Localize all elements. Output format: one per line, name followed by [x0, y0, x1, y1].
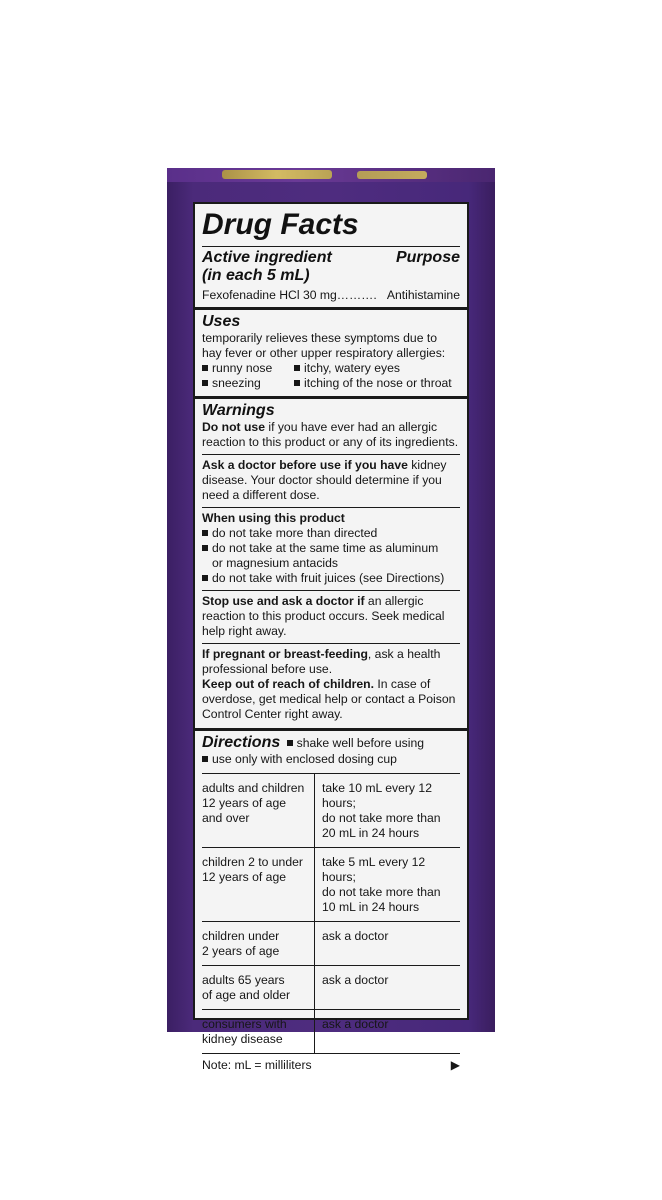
dose-line: 10 mL in 24 hours: [322, 900, 420, 914]
ingredient-line: Fexofenadine HCl 30 mg……….: [202, 288, 377, 302]
age-group-line: adults and children: [202, 781, 305, 795]
dose-line: 20 mL in 24 hours: [322, 826, 420, 840]
dose-line: take 10 mL every 12 hours;: [322, 781, 432, 810]
dose-line: do not take more than: [322, 885, 441, 899]
directions-head: [202, 734, 460, 752]
directions-section: [195, 731, 467, 1073]
uses-item: itchy, watery eyes: [294, 361, 400, 376]
stop-use-line2: reaction to this product occurs. Seek medical: [202, 609, 445, 623]
stop-use-line3: help right away.: [202, 624, 287, 638]
table-row: [202, 774, 460, 848]
stop-use: Stop use and ask a doctor if an allergic: [202, 594, 424, 608]
age-group-cell: [202, 1010, 315, 1054]
age-group-line: of age and older: [202, 988, 291, 1002]
dose-cell: [315, 1010, 461, 1054]
dose-cell: [315, 966, 461, 1010]
when-using-item-cont: or magnesium antacids: [212, 556, 338, 570]
when-using-item: do not take with fruit juices (see Directions): [202, 571, 460, 586]
age-group-line: kidney disease: [202, 1032, 283, 1046]
keep-out-line2: overdose, get medical help or contact a Poison: [202, 692, 456, 706]
age-group-line: and over: [202, 811, 250, 825]
dose-line: ask a doctor: [322, 973, 389, 987]
dose-cell: [315, 774, 461, 848]
purpose-label: Purpose: [395, 249, 460, 266]
when-using-title: When using this product: [202, 511, 345, 525]
table-row: [202, 922, 460, 966]
uses-item: sneezing: [202, 376, 294, 391]
brand-logo-fragment: [222, 170, 332, 179]
active-ingredient-label: Active ingredient: [202, 249, 332, 266]
age-group-cell: [202, 774, 315, 848]
dose-line: take 5 mL every 12 hours;: [322, 855, 426, 884]
note: Note: mL = milliliters: [202, 1058, 312, 1072]
uses-intro-2: hay fever or other upper respiratory allergies:: [202, 346, 446, 360]
directions-title: Directions: [202, 734, 281, 751]
product-box: [167, 168, 495, 1072]
warnings-section: [195, 399, 467, 731]
age-group-cell: [202, 966, 315, 1010]
uses-item: runny nose: [202, 361, 294, 376]
box-side-panel: [167, 182, 495, 1072]
uses-item: itching of the nose or throat: [294, 376, 452, 391]
dose-line: ask a doctor: [322, 1017, 389, 1031]
table-row: [202, 1010, 460, 1054]
age-group-line: 12 years of age: [202, 796, 287, 810]
table-row: [202, 966, 460, 1010]
uses-intro-1: temporarily relieves these symptoms due to: [202, 331, 438, 345]
do-not-use: Do not use if you have ever had an allergic: [202, 420, 438, 434]
age-group-cell: [202, 848, 315, 922]
ask-doctor-line2: disease. Your doctor should determine if you: [202, 473, 442, 487]
ingredient-purpose: Antihistamine: [386, 288, 460, 302]
age-group-line: 2 years of age: [202, 944, 280, 958]
age-group-line: children under: [202, 929, 280, 943]
drug-facts-panel: [193, 202, 469, 1072]
dose-line: ask a doctor: [322, 929, 389, 943]
dose-cell: [315, 848, 461, 922]
dose-cell: [315, 922, 461, 966]
ask-doctor-line3: need a different dose.: [202, 488, 320, 502]
directions-item: use only with enclosed dosing cup: [202, 752, 460, 767]
dosage-table: [202, 773, 460, 1053]
drug-facts-title: Drug Facts: [202, 208, 359, 241]
age-group-line: adults 65 years: [202, 973, 285, 987]
dose-line: do not take more than: [322, 811, 441, 825]
pregnant-warning: If pregnant or breast-feeding, ask a health: [202, 647, 441, 661]
keep-out-line3: Control Center right away.: [202, 707, 343, 721]
drug-facts-header-section: [195, 204, 467, 310]
pregnant-line2: professional before use.: [202, 662, 333, 676]
uses-title: Uses: [202, 313, 241, 330]
brand-logo-fragment-2: [357, 171, 427, 179]
warnings-title: Warnings: [202, 402, 275, 419]
age-group-line: consumers with: [202, 1017, 287, 1031]
continue-arrow-icon: ▶: [450, 1058, 460, 1072]
ask-doctor: Ask a doctor before use if you have kidney: [202, 458, 447, 472]
when-using-item: do not take more than directed: [202, 526, 460, 541]
table-row: [202, 848, 460, 922]
active-ingredient-sub: (in each 5 mL): [202, 267, 310, 284]
age-group-cell: [202, 922, 315, 966]
uses-section: [195, 310, 467, 399]
age-group-line: 12 years of age: [202, 870, 287, 884]
do-not-use-line2: reaction to this product or any of its ingredients.: [202, 435, 459, 449]
directions-item-1: shake well before using: [296, 736, 425, 750]
age-group-line: children 2 to under: [202, 855, 303, 869]
keep-out: Keep out of reach of children. In case of: [202, 677, 431, 691]
when-using-item: do not take at the same time as aluminum: [202, 541, 460, 556]
